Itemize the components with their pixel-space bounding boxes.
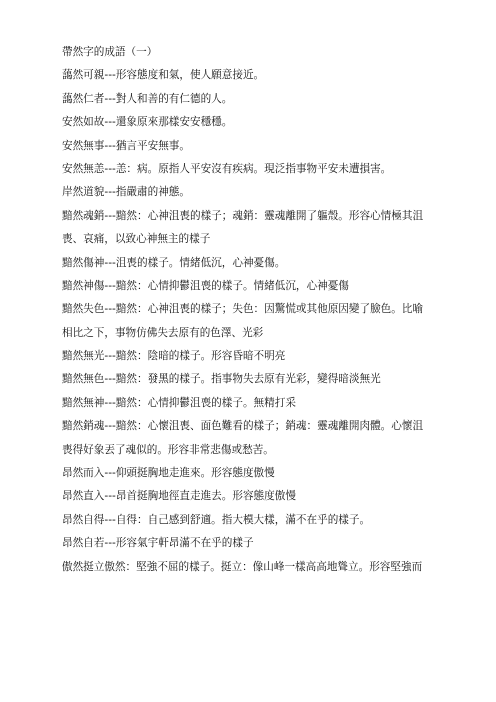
idiom-entry: 黯然無色---黯然：發黑的樣子。指事物失去原有光彩，變得暗淡無光 [62, 373, 381, 386]
idiom-entry: 黯然無光---黯然：陰暗的樣子。形容昏暗不明亮 [62, 350, 286, 363]
idiom-entry: 昂然而入---仰頭挺胸地走進來。形容態度傲慢 [62, 467, 275, 480]
idiom-entry: 岸然道貌---指嚴肅的神態。 [62, 186, 190, 199]
idiom-entry: 黯然無神---黯然：心情抑鬱沮喪的樣子。無精打采 [62, 396, 296, 409]
idiom-entry-continuation: 相比之下，事物仿佛失去原有的色澤、光彩 [62, 326, 264, 339]
idiom-entry: 傲然挺立傲然：堅強不屈的樣子。挺立：像山峰一樣高高地聳立。形容堅強而 [62, 560, 423, 573]
document-body [62, 45, 452, 574]
idiom-entry: 安然如故---還象原來那樣安安穩穩。 [62, 116, 233, 129]
idiom-entry: 黯然失色---黯然：心神沮喪的樣子；失色：因驚慌或其他原因變了臉色。比喻 [62, 303, 424, 316]
idiom-entry: 藹然仁者---對人和善的有仁德的人。 [62, 92, 233, 105]
idiom-entry-continuation: 喪得好象丟了魂似的。形容非常悲傷或愁苦。 [62, 443, 274, 456]
idiom-entry: 黯然傷神---沮喪的樣子。情緒低沉，心神憂傷。 [62, 256, 286, 269]
idiom-entry: 昂然直入---昂首挺胸地徑直走進去。形容態度傲慢 [62, 490, 296, 503]
idiom-entry: 昂然自若---形容氣宇軒昂滿不在乎的樣子 [62, 537, 254, 550]
idiom-entry: 昂然自得---自得：自己感到舒適。指大模大樣，滿不在乎的樣子。 [62, 513, 371, 526]
idiom-entry: 黯然魂銷---黯然：心神沮喪的樣子；魂銷：靈魂離開了軀殼。形容心情極其沮 [62, 209, 424, 222]
idiom-entry: 安然無恙---恙：病。原指人平安沒有疾病。現泛指事物平安未遭損害。 [62, 162, 392, 175]
idiom-entry: 藹然可親---形容態度和氣，使人願意接近。 [62, 69, 265, 82]
idiom-entry: 黯然銷魂---黯然：心懷沮喪、面色難看的樣子；銷魂：靈魂離開肉體。心懷沮 [62, 420, 424, 433]
document-title: 帶然字的成語（一） [62, 46, 158, 58]
idiom-entry-continuation: 喪、哀痛，以致心神無主的樣子 [62, 233, 211, 246]
idiom-entry: 黯然神傷---黯然：心情抑鬱沮喪的樣子。情緒低沉，心神憂傷 [62, 279, 349, 292]
idiom-entry: 安然無事---猶言平安無事。 [62, 139, 190, 152]
